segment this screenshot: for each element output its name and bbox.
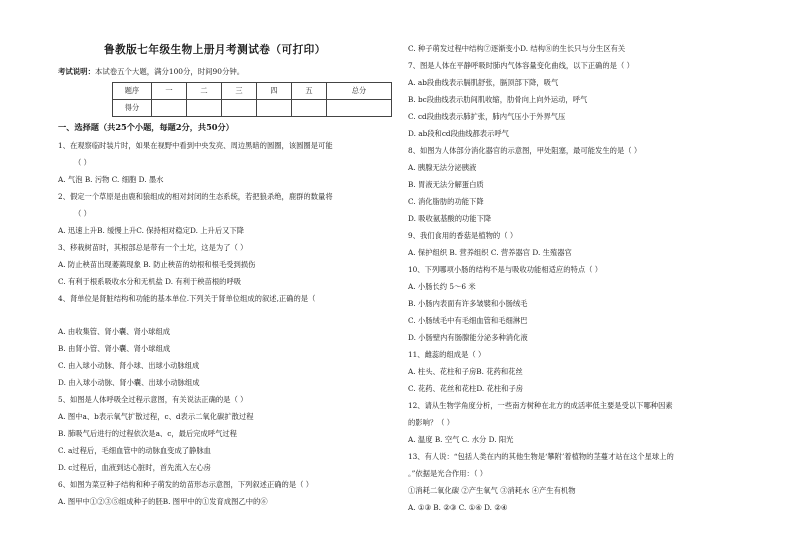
option-line: B. 肺吸气后进行的过程依次是a、c，最后完成呼气过程 — [58, 429, 237, 438]
option-line: A. ab段曲线表示膈肌舒张，膈顶部下降，吸气 — [408, 78, 559, 87]
option-line: A. 图中a、b表示氧气扩散过程，c、d表示二氧化碳扩散过程 — [58, 412, 254, 421]
score-header-cell: 三 — [222, 83, 257, 100]
option-line: A. 气泡 B. 污物 C. 细胞 D. 墨水 — [58, 175, 164, 184]
question-line: 10、下列哪项小肠的结构不是与吸收功能相适应的特点（ ） — [408, 265, 603, 274]
exam-note — [58, 66, 244, 77]
question-line: 5、如图是人体呼吸全过程示意图，有关说法正确的是（ ） — [58, 395, 248, 404]
score-table-header-row — [113, 83, 392, 100]
score-header-cell: 总分 — [327, 83, 392, 100]
option-line: A. 柱头、花柱和子房B. 花药和花丝 — [408, 367, 523, 376]
question-line: 11、雌蕊的组成是（ ） — [408, 350, 486, 359]
score-cell[interactable] — [152, 100, 187, 117]
question-line: 13、有人说：“包括人类在内的其他生物是‘攀附’着植物的茎蔓才站在这个星球上的 — [408, 452, 674, 461]
question-line: （ ） — [74, 209, 91, 218]
option-line: B. bc段曲线表示肋间肌收缩，肋骨向上向外运动，呼气 — [408, 95, 588, 104]
score-header-cell: 五 — [292, 83, 327, 100]
option-line: A. 温度 B. 空气 C. 水分 D. 阳光 — [408, 435, 514, 444]
question-line: 2、假定一个草原是由鹿和狼组成的相对封闭的生态系统，若把狼杀绝，鹿群的数量将 — [58, 192, 333, 201]
option-line: A. 防止秧苗出现萎蔫现象 B. 防止秧苗的幼根和根毛受到损伤 — [58, 260, 256, 269]
option-line: C. cd段曲线表示肺扩张，肺内气压小于外界气压 — [408, 112, 566, 121]
option-line: C. 有利于根系吸收水分和无机盐 D. 有利于秧苗根的呼吸 — [58, 277, 242, 286]
option-line: B. 胃液无法分解蛋白质 — [408, 180, 484, 189]
section-heading: 一、选择题（共25个小题，每题2分，共50分） — [58, 122, 234, 132]
question-line: 7、图是人体在平静呼吸时肺内气体容量变化曲线，以下正确的是（ ） — [408, 61, 634, 70]
exam-note-label: 考试说明： — [58, 67, 95, 76]
score-header-cell: 二 — [187, 83, 222, 100]
exam-note-text: 本试卷五个大题，满分100分，时间90分钟。 — [94, 67, 245, 76]
option-line: C. 种子萌发过程中结构⑦逐渐变小D. 结构⑧的生长只与分生区有关 — [408, 44, 626, 53]
question-line: 。”依据是光合作用：（ ） — [408, 469, 488, 478]
score-cell[interactable] — [292, 100, 327, 117]
option-line: A. 保护组织 B. 营养组织 C. 营养器官 D. 生殖器官 — [408, 248, 572, 257]
question-line: 9、我们食用的香菇是植物的（ ） — [408, 231, 518, 240]
option-line: A. ①③ B. ②③ C. ①④ D. ②④ — [408, 503, 508, 512]
option-line: D. 吸收氨基酸的功能下降 — [408, 214, 492, 223]
option-line: D. 小肠壁内有肠腺能分泌多种消化液 — [408, 333, 528, 342]
page-title: 鲁教版七年级生物上册月考测试卷（可打印） — [104, 44, 326, 56]
option-line: B. 小肠内表面有许多皱襞和小肠绒毛 — [408, 299, 528, 308]
question-line: 1、在观察临时装片时，如果在视野中看到中央发亮、周边黑暗的圆圈，该圆圈是可能 — [58, 141, 333, 150]
option-line: A. 图甲中①②③⑤组成种子的胚B. 图甲中的①发育成图乙中的⑥ — [58, 497, 268, 506]
score-table-score-row — [113, 100, 392, 117]
option-line: A. 胰腺无法分泌胰液 — [408, 163, 477, 172]
option-line: ①消耗二氧化碳 ②产生氧气 ③消耗水 ④产生有机物 — [408, 486, 576, 495]
score-cell[interactable] — [222, 100, 257, 117]
question-line: （ ） — [74, 158, 91, 167]
question-line: 3、移栽树苗时，其根部总是带有一个土坨，这是为了（ ） — [58, 243, 248, 252]
option-line: A. 小肠长约 5～6 米 — [408, 282, 476, 291]
option-line: C. 小肠绒毛中有毛细血管和毛细淋巴 — [408, 316, 528, 325]
option-line: A. 迅速上升B. 缓慢上升C. 保持相对稳定D. 上升后又下降 — [58, 226, 245, 235]
option-line: D. c过程后，血液到达心脏时，首先流入左心房 — [58, 463, 211, 472]
question-line: 4、肾单位是肾脏结构和功能的基本单位.下列关于肾单位组成的叙述,正确的是（ — [58, 294, 316, 303]
score-cell[interactable] — [257, 100, 292, 117]
score-header-cell: 一 — [152, 83, 187, 100]
question-line: 12、请从生物学角度分析，一些南方树种在北方的成活率低主要是受以下哪种因素 — [408, 401, 673, 410]
option-line: A. 由收集管、肾小囊、肾小球组成 — [58, 327, 171, 336]
score-cell[interactable] — [187, 100, 222, 117]
score-row-label: 得分 — [113, 100, 152, 117]
option-line: D. ab段和cd段曲线都表示呼气 — [408, 129, 509, 138]
option-line: C. 消化脂肪的功能下降 — [408, 197, 484, 206]
question-line: 的影响？（ ） — [408, 418, 455, 427]
question-line: 6、如图为菜豆种子结构和种子萌发的幼苗形态示意图，下列叙述正确的是（ ） — [58, 480, 314, 489]
option-line: C. 花药、花丝和花柱D. 花柱和子房 — [408, 384, 524, 393]
score-header-cell: 四 — [257, 83, 292, 100]
score-cell[interactable] — [327, 100, 392, 117]
question-line: 8、如图为人体部分消化器官的示意图，甲处阻塞，最可能发生的是（ ） — [408, 146, 642, 155]
score-table — [112, 82, 392, 117]
score-header-cell: 题序 — [113, 83, 152, 100]
option-line: D. 由入球小动脉、肾小囊、出球小动脉组成 — [58, 378, 200, 387]
option-line: B. 由肾小管、肾小囊、肾小球组成 — [58, 344, 171, 353]
option-line: C. 由入球小动脉、肾小球、出球小动脉组成 — [58, 361, 200, 370]
option-line: C. a过程后，毛细血管中的动脉血变成了静脉血 — [58, 446, 211, 455]
